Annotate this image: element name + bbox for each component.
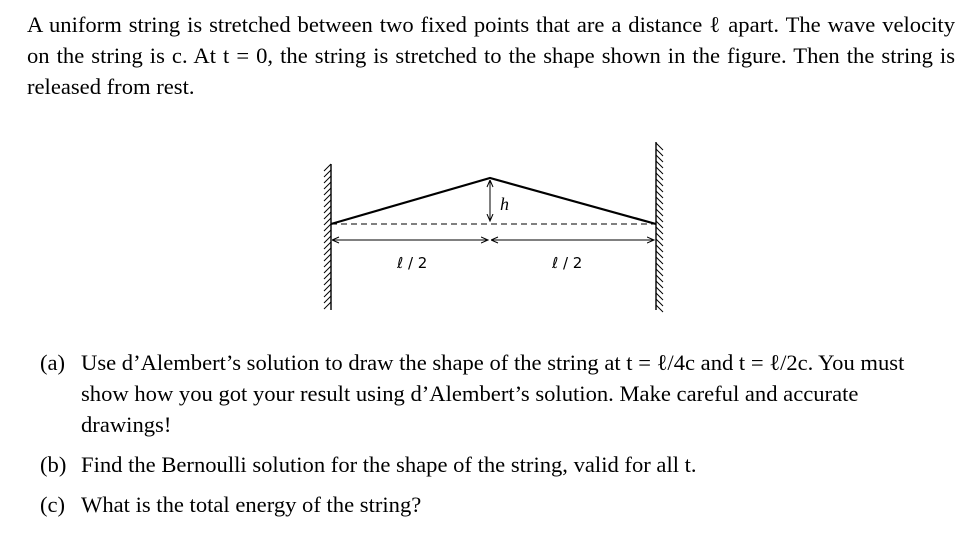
part-a-text: Use d’Alembert’s solution to draw the shape of the string at t = ℓ/4c and t = ℓ/2c. You must show how you got your result using d’Alembert’s solution. Make careful and accurate drawings! (81, 350, 905, 437)
left-wall (324, 164, 331, 310)
right-span-label: ℓ / 2 (552, 254, 583, 272)
part-a-marker: (a) (40, 350, 66, 375)
problem-statement (27, 9, 955, 102)
problem-intro-text: A uniform string is stretched between two fixed points that are a distance ℓ apart. The wave velocity on the string is c. At t = 0, the string is stretched to the shape shown in the figure. Then the string is released from rest. (27, 12, 955, 99)
part-b (40, 449, 920, 480)
part-b-marker: (b) (40, 452, 67, 477)
right-wall (656, 142, 663, 312)
part-b-text: Find the Bernoulli solution for the shape of the string, valid for all t. (81, 452, 697, 477)
string-figure (300, 140, 700, 325)
left-span-label: ℓ / 2 (397, 254, 428, 272)
string-diagram (300, 140, 700, 325)
part-c (40, 489, 920, 520)
part-c-marker: (c) (40, 492, 66, 517)
height-label: h (500, 194, 509, 214)
part-a (40, 347, 920, 440)
part-c-text: What is the total energy of the string? (81, 492, 422, 517)
question-parts (40, 347, 920, 529)
string-shape (331, 178, 656, 224)
